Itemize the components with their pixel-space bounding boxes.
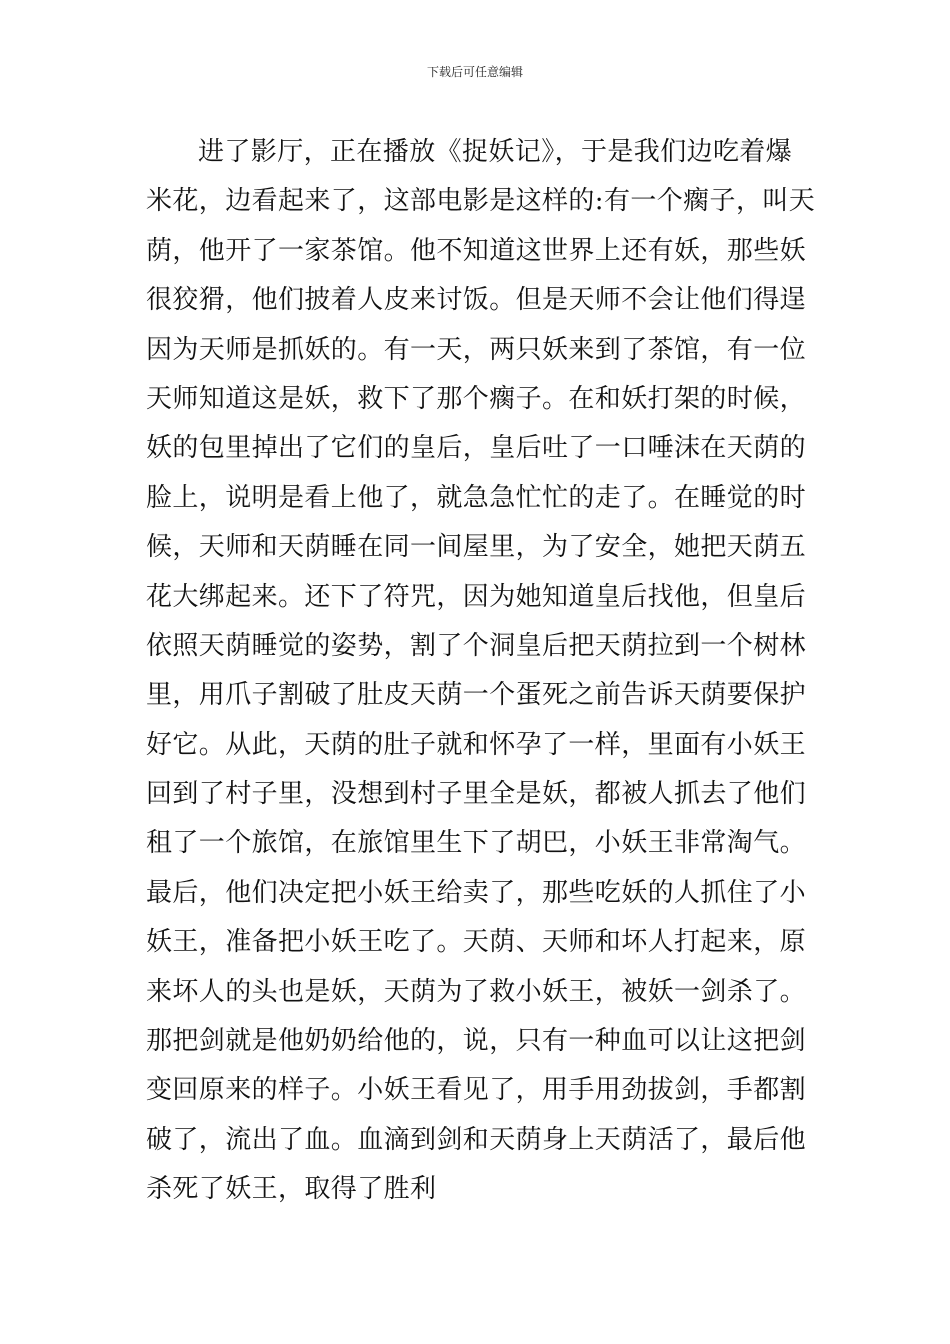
text-line-17: 妖王，准备把小妖王吃了。天荫、天师和坏人打起来，原 — [146, 927, 807, 958]
text-line-15: 租了一个旅馆，在旅馆里生下了胡巴，小妖王非常淘气。 — [146, 828, 807, 859]
text-line-10: 花大绑起来。还下了符咒，因为她知道皇后找他，但皇后 — [146, 581, 807, 612]
text-line-5: 因为天师是抓妖的。有一天，两只妖来到了茶馆，有一位 — [146, 334, 807, 365]
text-line-1: 进了影厅，正在播放《捉妖记》，于是我们边吃着爆 — [198, 137, 793, 167]
text-line-14: 回到了村子里，没想到村子里全是妖，都被人抓去了他们 — [146, 779, 807, 810]
text-line-16: 最后，他们决定把小妖王给卖了，那些吃妖的人抓住了小 — [146, 877, 807, 908]
text-line-7: 妖的包里掉出了它们的皇后，皇后吐了一口唾沫在天荫的 — [146, 433, 807, 464]
text-line-6: 天师知道这是妖，救下了那个瘸子。在和妖打架的时候， — [146, 383, 807, 414]
text-line-21: 破了，流出了血。血滴到剑和天荫身上天荫活了，最后他 — [146, 1124, 807, 1155]
text-line-22: 杀死了妖王，取得了胜利 — [146, 1174, 437, 1205]
text-line-20: 变回原来的样子。小妖王看见了，用手用劲拔剑，手都割 — [146, 1075, 807, 1106]
text-line-2: 米花，边看起来了，这部电影是这样的:有一个瘸子，叫天 — [146, 186, 816, 217]
text-line-13: 好它。从此，天荫的肚子就和怀孕了一样，里面有小妖王 — [146, 729, 807, 760]
text-line-12: 里，用爪子割破了肚皮天荫一个蛋死之前告诉天荫要保护 — [146, 680, 807, 711]
text-line-9: 候，天师和天荫睡在同一间屋里，为了安全，她把天荫五 — [146, 532, 807, 563]
page-header: 下载后可任意编辑 — [426, 65, 523, 79]
text-line-11: 依照天荫睡觉的姿势，割了个洞皇后把天荫拉到一个树林 — [146, 630, 807, 661]
text-line-19: 那把剑就是他奶奶给他的，说，只有一种血可以让这把剑 — [146, 1026, 807, 1057]
text-line-18: 来坏人的头也是妖，天荫为了救小妖王，被妖一剑杀了。 — [146, 976, 807, 1007]
document-body — [146, 128, 826, 1215]
text-line-4: 很狡猾，他们披着人皮来讨饭。但是天师不会让他们得逞 — [146, 285, 807, 316]
text-line-8: 脸上，说明是看上他了，就急急忙忙的走了。在睡觉的时 — [146, 482, 807, 513]
text-line-3: 荫，他开了一家茶馆。他不知道这世界上还有妖，那些妖 — [146, 235, 807, 266]
